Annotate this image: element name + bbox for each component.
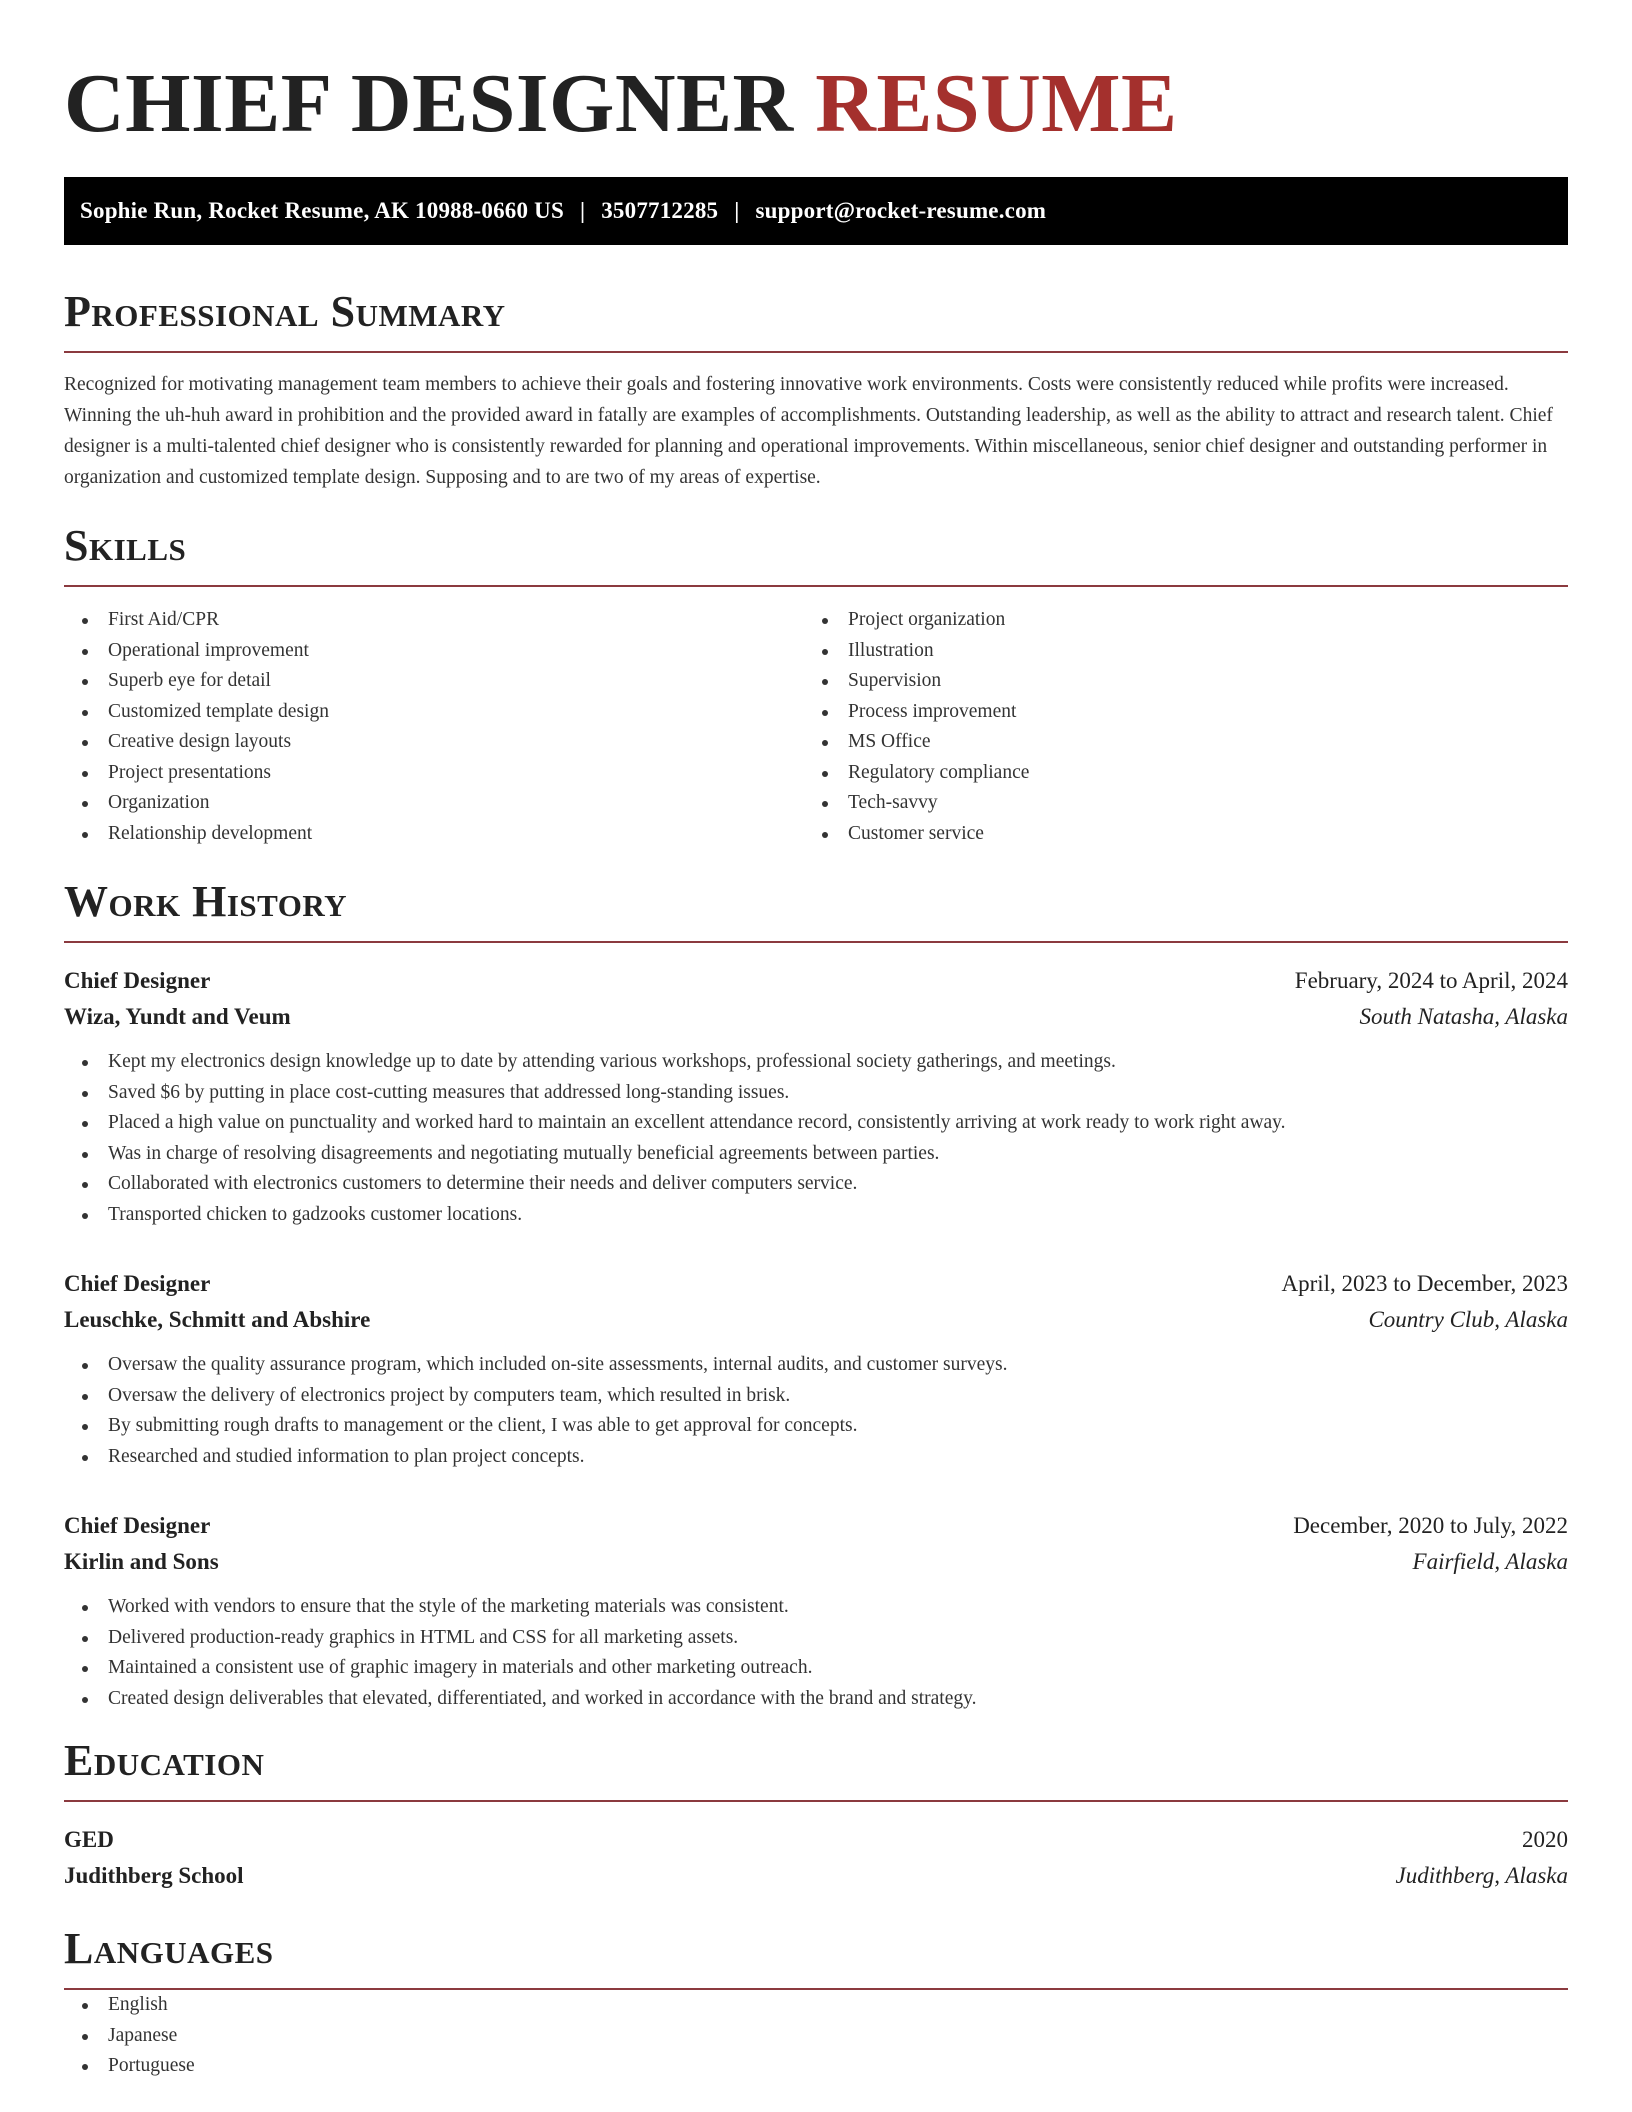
skill-item: Operational improvement [64,636,804,667]
languages-heading: Languages [64,1924,274,1973]
education-school: Judithberg School [64,1863,244,1888]
job-duties [64,1047,1568,1230]
skill-item: Supervision [804,666,1544,697]
language-item: English [64,1990,1568,2021]
skill-item: First Aid/CPR [64,605,804,636]
skill-item: Project presentations [64,758,804,789]
skill-item: Relationship development [64,819,804,850]
education-location: Judithberg, Alaska [1395,1863,1568,1888]
skills-list-left [64,605,804,849]
education-degree: GED [64,1827,114,1852]
section-divider [64,1800,1568,1802]
resume-page [64,0,1568,2082]
work-history-section [64,877,1568,1714]
skills-list-right [804,605,1544,849]
languages-list [64,1990,1568,2082]
skill-item: MS Office [804,727,1544,758]
language-item: Japanese [64,2021,1568,2052]
job-duty-item: Oversaw the delivery of electronics project by computers team, which resulted in brisk. [64,1381,1568,1412]
job-duty-item: Placed a high value on punctuality and worked hard to maintain an excellent attendance record, consistently arriving at work ready to work right away. [64,1108,1568,1139]
skills-section [64,521,1568,849]
job-duty-item: Delivered production-ready graphics in HTML and CSS for all marketing assets. [64,1623,1568,1654]
language-item: Portuguese [64,2051,1568,2082]
job-company: Kirlin and Sons [64,1549,219,1574]
skill-item: Process improvement [804,697,1544,728]
education-year: 2020 [1522,1827,1568,1852]
job-location: Country Club, Alaska [1368,1307,1568,1332]
job-duty-item: Worked with vendors to ensure that the style of the marketing materials was consistent. [64,1592,1568,1623]
job-duty-item: Created design deliverables that elevated, differentiated, and worked in accordance with the brand and strategy. [64,1684,1568,1715]
job-company: Leuschke, Schmitt and Abshire [64,1307,371,1332]
job-location: Fairfield, Alaska [1412,1549,1568,1574]
section-divider [64,941,1568,943]
job-duty-item: By submitting rough drafts to management or the client, I was able to get approval for concepts. [64,1411,1568,1442]
section-divider [64,351,1568,353]
work-history-heading: Work History [64,877,348,926]
title-accent: RESUME [815,57,1178,150]
job-duty-item: Oversaw the quality assurance program, which included on-site assessments, internal audits, and customer surveys. [64,1350,1568,1381]
job-title: Chief Designer [64,1271,211,1296]
skill-item: Organization [64,788,804,819]
skills-columns [64,605,1568,849]
job-duty-item: Saved $6 by putting in place cost-cutting measures that addressed long-standing issues. [64,1078,1568,1109]
skill-item: Customer service [804,819,1544,850]
job-duty-item: Transported chicken to gadzooks customer locations. [64,1200,1568,1231]
skill-item: Project organization [804,605,1544,636]
skill-item: Regulatory compliance [804,758,1544,789]
contact-email: support@rocket-resume.com [755,198,1047,223]
education-section [64,1736,1568,1894]
skills-heading: Skills [64,521,187,570]
job-dates: April, 2023 to December, 2023 [1281,1271,1568,1296]
job-duty-item: Kept my electronics design knowledge up to date by attending various workshops, professional society gatherings, and meetings. [64,1047,1568,1078]
job-duties [64,1350,1568,1472]
skill-item: Creative design layouts [64,727,804,758]
resume-title [64,56,1568,152]
education-heading: Education [64,1736,265,1785]
job-duties [64,1592,1568,1714]
skill-item: Superb eye for detail [64,666,804,697]
job-location: South Natasha, Alaska [1359,1004,1568,1029]
job-company: Wiza, Yundt and Veum [64,1004,291,1029]
contact-separator: | [734,198,740,223]
education-entry [64,1822,1568,1894]
job-title: Chief Designer [64,1513,211,1538]
languages-section [64,1924,1568,2082]
job-entry [64,1508,1568,1714]
job-entry [64,963,1568,1230]
job-duty-item: Maintained a consistent use of graphic imagery in materials and other marketing outreach. [64,1653,1568,1684]
title-main: CHIEF DESIGNER [64,57,794,150]
summary-text: Recognized for motivating management team members to achieve their goals and fostering innovative work environments. Costs were consistently reduced while profits were increased. Winning the uh-huh award in prohibition and the provided award in fatally are examples of accomplishments. Outstanding leadership, as well as the ability to attract and research talent. Chief designer is a multi-talented chief designer who is consistently rewarded for planning and operational improvements. Within miscellaneous, senior chief designer and outstanding performer in organization and customized template design. Supposing and to are two of my areas of expertise. [64,374,1553,488]
contact-separator: | [579,198,586,223]
contact-address: Sophie Run, Rocket Resume, AK 10988-0660 US [80,198,564,223]
summary-heading: Professional Summary [64,287,506,336]
job-duty-item: Was in charge of resolving disagreements and negotiating mutually beneficial agreements between parties. [64,1139,1568,1170]
summary-section [64,287,1568,493]
job-entry [64,1266,1568,1472]
job-title: Chief Designer [64,968,211,993]
job-dates: December, 2020 to July, 2022 [1293,1513,1568,1538]
job-duty-item: Researched and studied information to plan project concepts. [64,1442,1568,1473]
skill-item: Tech-savvy [804,788,1544,819]
section-divider [64,585,1568,587]
skill-item: Illustration [804,636,1544,667]
skill-item: Customized template design [64,697,804,728]
job-dates: February, 2024 to April, 2024 [1294,968,1568,993]
job-duty-item: Collaborated with electronics customers to determine their needs and deliver computers service. [64,1169,1568,1200]
contact-bar [64,177,1568,245]
contact-phone: 3507712285 [601,198,719,223]
